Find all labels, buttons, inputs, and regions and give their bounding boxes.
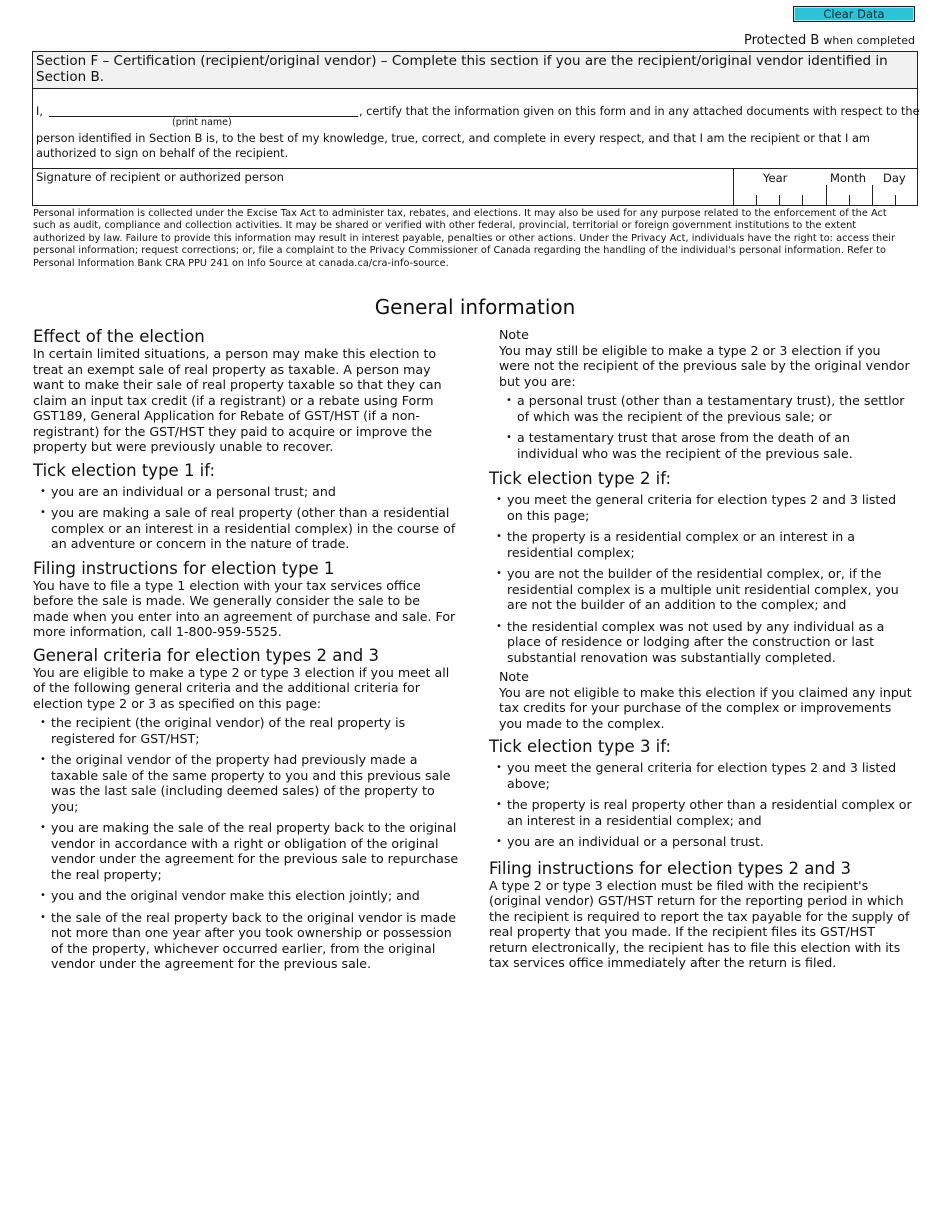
list-item: • a testamentary trust that arose from the death of an individual who was the recipient of the previous sale. [499, 430, 913, 461]
note1-block [489, 327, 913, 461]
type1-heading: Tick election type 1 if: [33, 460, 216, 480]
type1-list [33, 484, 459, 552]
list-item: • the original vendor of the property had previously made a taxable sale of the same property to you and this previous sale was the last sale (including deemed sales) of the property to you; [33, 752, 459, 814]
year-input[interactable] [734, 185, 826, 205]
list-item: • you meet the general criteria for election types 2 and 3 listed on this page; [489, 492, 913, 523]
list-item: • you are an individual or a personal trust. [489, 834, 913, 850]
type3-list [489, 760, 913, 850]
year-month-divider [826, 185, 827, 205]
signature-field[interactable] [33, 183, 731, 205]
general-information-title: General information [374, 295, 576, 319]
filing1-heading: Filing instructions for election type 1 [33, 558, 335, 578]
effect-heading: Effect of the election [33, 327, 205, 346]
note2-text: You are not eligible to make this election if you claimed any input tax credits for your purchase of the complex or improvements you made to the complex. [499, 684, 912, 731]
year-label: Year [763, 171, 788, 185]
list-item: • you are an individual or a personal trust; and [33, 484, 459, 500]
section-f-title: Section F – Certification (recipient/original vendor) – Complete this section if you are the recipient/original vendor identified in Section B. [32, 51, 918, 89]
effect-text: In certain limited situations, a person may make this election to treat an exempt sale of real property as taxable. A person may want to make their sale of real property taxable so that they can claim an input tax credit (if a registrant) or a rebate using Form GST189, General Application for Rebate of GST/HST (if a non-registrant) for the GST/HST they paid to acquire or improve the property but were previously unable to recover. [33, 346, 442, 454]
year-tick [756, 195, 757, 205]
protected-label: Protected B [744, 33, 820, 48]
right-column [489, 327, 913, 971]
cert-prefix: I, [36, 105, 43, 118]
criteria-text: You are eligible to make a type 2 or type 3 election if you meet all of the following general criteria and the additional criteria for election type 2 or 3 as specified on this page: [33, 664, 450, 711]
date-fields [733, 169, 918, 205]
list-item: • you are not the builder of the residential complex, or, if the residential complex is a multiple unit residential complex, you are not the builder of an addition to the complex; and [489, 566, 913, 613]
note2-label: Note [499, 669, 529, 684]
criteria-heading: General criteria for election types 2 and 3 [33, 645, 380, 665]
list-item: • you and the original vendor make this election jointly; and [33, 888, 459, 904]
cert-text-line1: , certify that the information given on this form and in any attached documents with respect to the [359, 105, 920, 118]
day-label: Day [883, 171, 906, 185]
list-item: • the property is real property other than a residential complex or an interest in a residential complex; and [489, 797, 913, 828]
list-item: • the residential complex was not used by any individual as a place of residence or lodging after the construction or last substantial renovation was substantially completed. [489, 619, 913, 666]
clear-data-button[interactable]: Clear Data [793, 6, 915, 22]
day-tick [895, 195, 896, 205]
month-day-divider [872, 185, 873, 205]
filing23-heading: Filing instructions for election types 2 and 3 [489, 858, 852, 878]
print-name-caption: (print name) [172, 117, 232, 128]
filing23-text: A type 2 or type 3 election must be filed with the recipient's (original vendor) GST/HST return for the reporting period in which the recipient is required to report the tax payable for the supply of real property that you made. If the recipient files its GST/HST return electronically, the recipient has to file this election with its tax services office immediately after the return is filed. [489, 877, 910, 970]
note2-block [489, 669, 913, 731]
list-item: • the sale of the real property back to the original vendor is made not more than one year after you took ownership or possession of the property, whichever occurred earlier, from the original vendor under the agreement for the previous sale. [33, 910, 459, 972]
cert-text-continuation: person identified in Section B is, to the best of my knowledge, true, correct, and complete in every respect, and that I am the recipient or that I am authorized to sign on behalf of the recipient. [36, 132, 870, 160]
list-item: • you are making the sale of the real property back to the original vendor in accordance with a right or obligation of the original vendor under the agreement for the previous sale to repurchase the real property; [33, 820, 459, 882]
criteria-list [33, 715, 459, 972]
privacy-notice: Personal information is collected under the Excise Tax Act to administer tax, rebates, and elections. It may also be used for any purpose related to the enforcement of the Act such as audit, compliance and collection activities. It may be shared or verified with other federal, provincial, territorial or foreign government institutions to the extent authorized by law. Failure to provide this information may result in interest payable, penalties or other actions. Under the Privacy Act, individuals have the right to: access their personal information; request corrections; or, file a complaint to the Privacy Commissioner of Canada regarding the handling of the individual's personal information. Refer to Personal Information Bank CRA PPU 241 on Info Source at canada.ca/cra-info-source. [33, 208, 896, 269]
type2-list [489, 492, 913, 665]
type2-heading: Tick election type 2 if: [489, 469, 672, 488]
type3-heading: Tick election type 3 if: [489, 737, 672, 756]
note1-text: You may still be eligible to make a type 2 or 3 election if you were not the recipient of the previous sale by the original vendor but you are: [499, 342, 910, 389]
signature-box [32, 168, 918, 206]
list-item: • a personal trust (other than a testamentary trust), the settlor of which was the recipient of the previous sale; or [499, 393, 913, 424]
note1-label: Note [499, 327, 529, 342]
list-item: • the recipient (the original vendor) of the real property is registered for GST/HST; [33, 715, 459, 746]
year-tick [802, 195, 803, 205]
month-label: Month [830, 171, 867, 185]
signature-label: Signature of recipient or authorized person [36, 170, 284, 184]
protected-b-label [744, 33, 915, 48]
year-tick [779, 195, 780, 205]
certification-box [32, 89, 918, 168]
list-item: • you are making a sale of real property (other than a residential complex or an interest in a residential complex) in the course of an adventure or concern in the nature of trade. [33, 505, 459, 552]
filing1-text: You have to file a type 1 election with your tax services office before the sale is made. We generally consider the sale to be made when you enter into an agreement of purchase and sale. For more information, call 1-800-959-5525. [33, 577, 456, 639]
note1-list [499, 393, 913, 461]
list-item: • you meet the general criteria for election types 2 and 3 listed above; [489, 760, 913, 791]
list-item: • the property is a residential complex or an interest in a residential complex; [489, 529, 913, 560]
left-column [33, 327, 459, 972]
protected-note: when completed [823, 34, 915, 47]
month-tick [849, 195, 850, 205]
